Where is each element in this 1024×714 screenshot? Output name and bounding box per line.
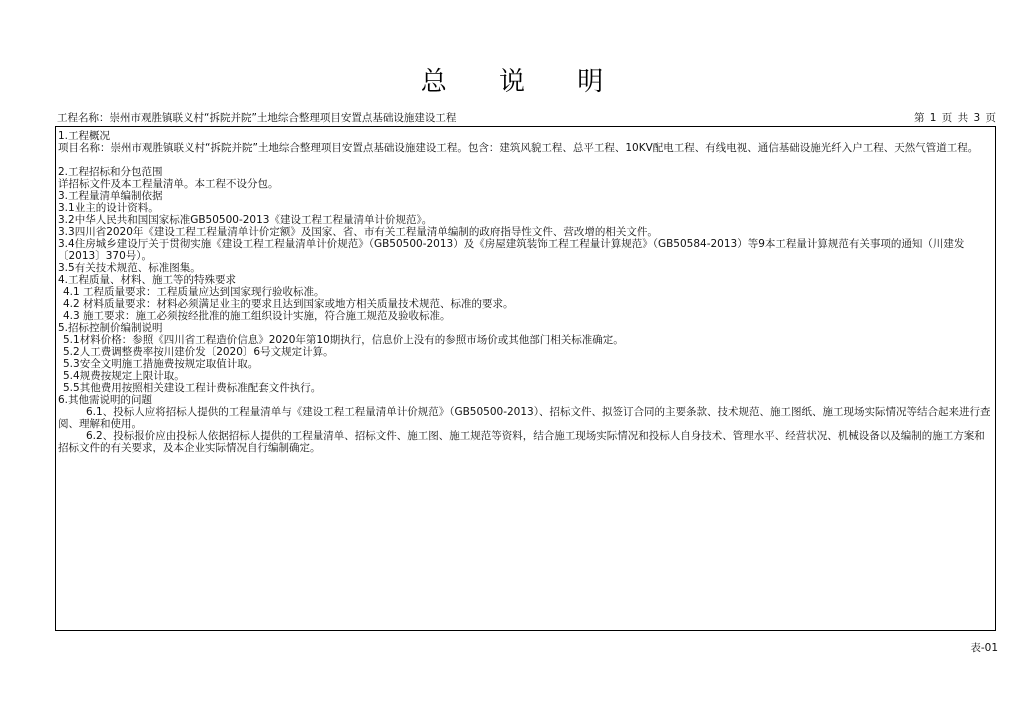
- description-content: [58, 130, 992, 454]
- paragraph: 项目名称：崇州市观胜镇联义村“拆院并院”土地综合整理项目安置点基础设施建设工程。包含：建筑风貌工程、总平工程、10KV配电工程、有线电视、通信基础设施光纤入户工程、天然气管道工程。: [58, 142, 979, 154]
- list-item: 4.1 工程质量要求：工程质量应达到国家现行验收标准。: [63, 286, 325, 298]
- paragraph: 详招标文件及本工程量清单。本工程不设分包。: [58, 178, 279, 190]
- list-item: 3.2中华人民共和国国家标准GB50500-2013《建设工程工程量清单计价规范》。: [58, 214, 433, 226]
- list-item: 5.4规费按规定上限计取。: [63, 370, 185, 382]
- list-item: 3.3四川省2020年《建设工程工程量清单计价定额》及国家、省、市有关工程量清单编制的政府指导性文件、营改增的相关文件。: [58, 226, 658, 238]
- section-heading: 4.工程质量、材料、施工等的特殊要求: [58, 274, 237, 286]
- page-title: 总 说 明: [420, 67, 626, 97]
- spacer: [58, 154, 992, 166]
- paragraph: 6.1、投标人应将招标人提供的工程量清单与《建设工程工程量清单计价规范》（GB50500-2013）、招标文件、拟签订合同的主要条款、技术规范、施工图纸、施工现场实际情况等结合起来进行查阅、理解和使用。: [58, 406, 991, 430]
- page-number: 第 1 页 共 3 页: [913, 112, 997, 124]
- list-item: 3.1业主的设计资料。: [58, 202, 159, 214]
- project-name: 工程名称：崇州市观胜镇联义村“拆院并院”土地综合整理项目安置点基础设施建设工程: [57, 112, 457, 124]
- list-item: 5.2人工费调整费率按川建价发〔2020〕6号文规定计算。: [63, 346, 334, 358]
- list-item: 5.3安全文明施工措施费按规定取值计取。: [63, 358, 259, 370]
- paragraph: 6.2、投标报价应由投标人依据招标人提供的工程量清单、招标文件、施工图、施工规范等资料，结合施工现场实际情况和投标人自身技术、管理水平、经营状况、机械设备以及编制的施工方案和招标文件的有关要求，及本企业实际情况自行编制确定。: [58, 430, 985, 454]
- list-item: 5.1材料价格：参照《四川省工程造价信息》2020年第10期执行，信息价上没有的参照市场价或其他部门相关标准确定。: [63, 334, 624, 346]
- section-heading: 3.工程量清单编制依据: [58, 190, 163, 202]
- list-item: 5.5其他费用按照相关建设工程计费标准配套文件执行。: [63, 382, 322, 394]
- section-heading: 6.其他需说明的问题: [58, 394, 153, 406]
- list-item: 3.5有关技术规范、标准图集。: [58, 262, 201, 274]
- form-code: 表-01: [970, 642, 998, 654]
- list-item: 4.2 材料质量要求：材料必须满足业主的要求且达到国家或地方相关质量技术规范、标准的要求。: [63, 298, 514, 310]
- section-heading: 5.招标控制价编制说明: [58, 322, 163, 334]
- section-heading: 1.工程概况: [58, 130, 111, 142]
- list-item: 4.3 施工要求：施工必须按经批准的施工组织设计实施，符合施工规范及验收标准。: [63, 310, 451, 322]
- section-heading: 2.工程招标和分包范围: [58, 166, 163, 178]
- list-item: 3.4住房城乡建设厅关于贯彻实施《建设工程工程量清单计价规范》（GB50500-2013）及《房屋建筑装饰工程工程量计算规范》（GB50584-2013）等9本工程量计算规范有关事项的通知（川建发〔2013〕370号）。: [58, 238, 965, 262]
- description-frame: [55, 126, 996, 631]
